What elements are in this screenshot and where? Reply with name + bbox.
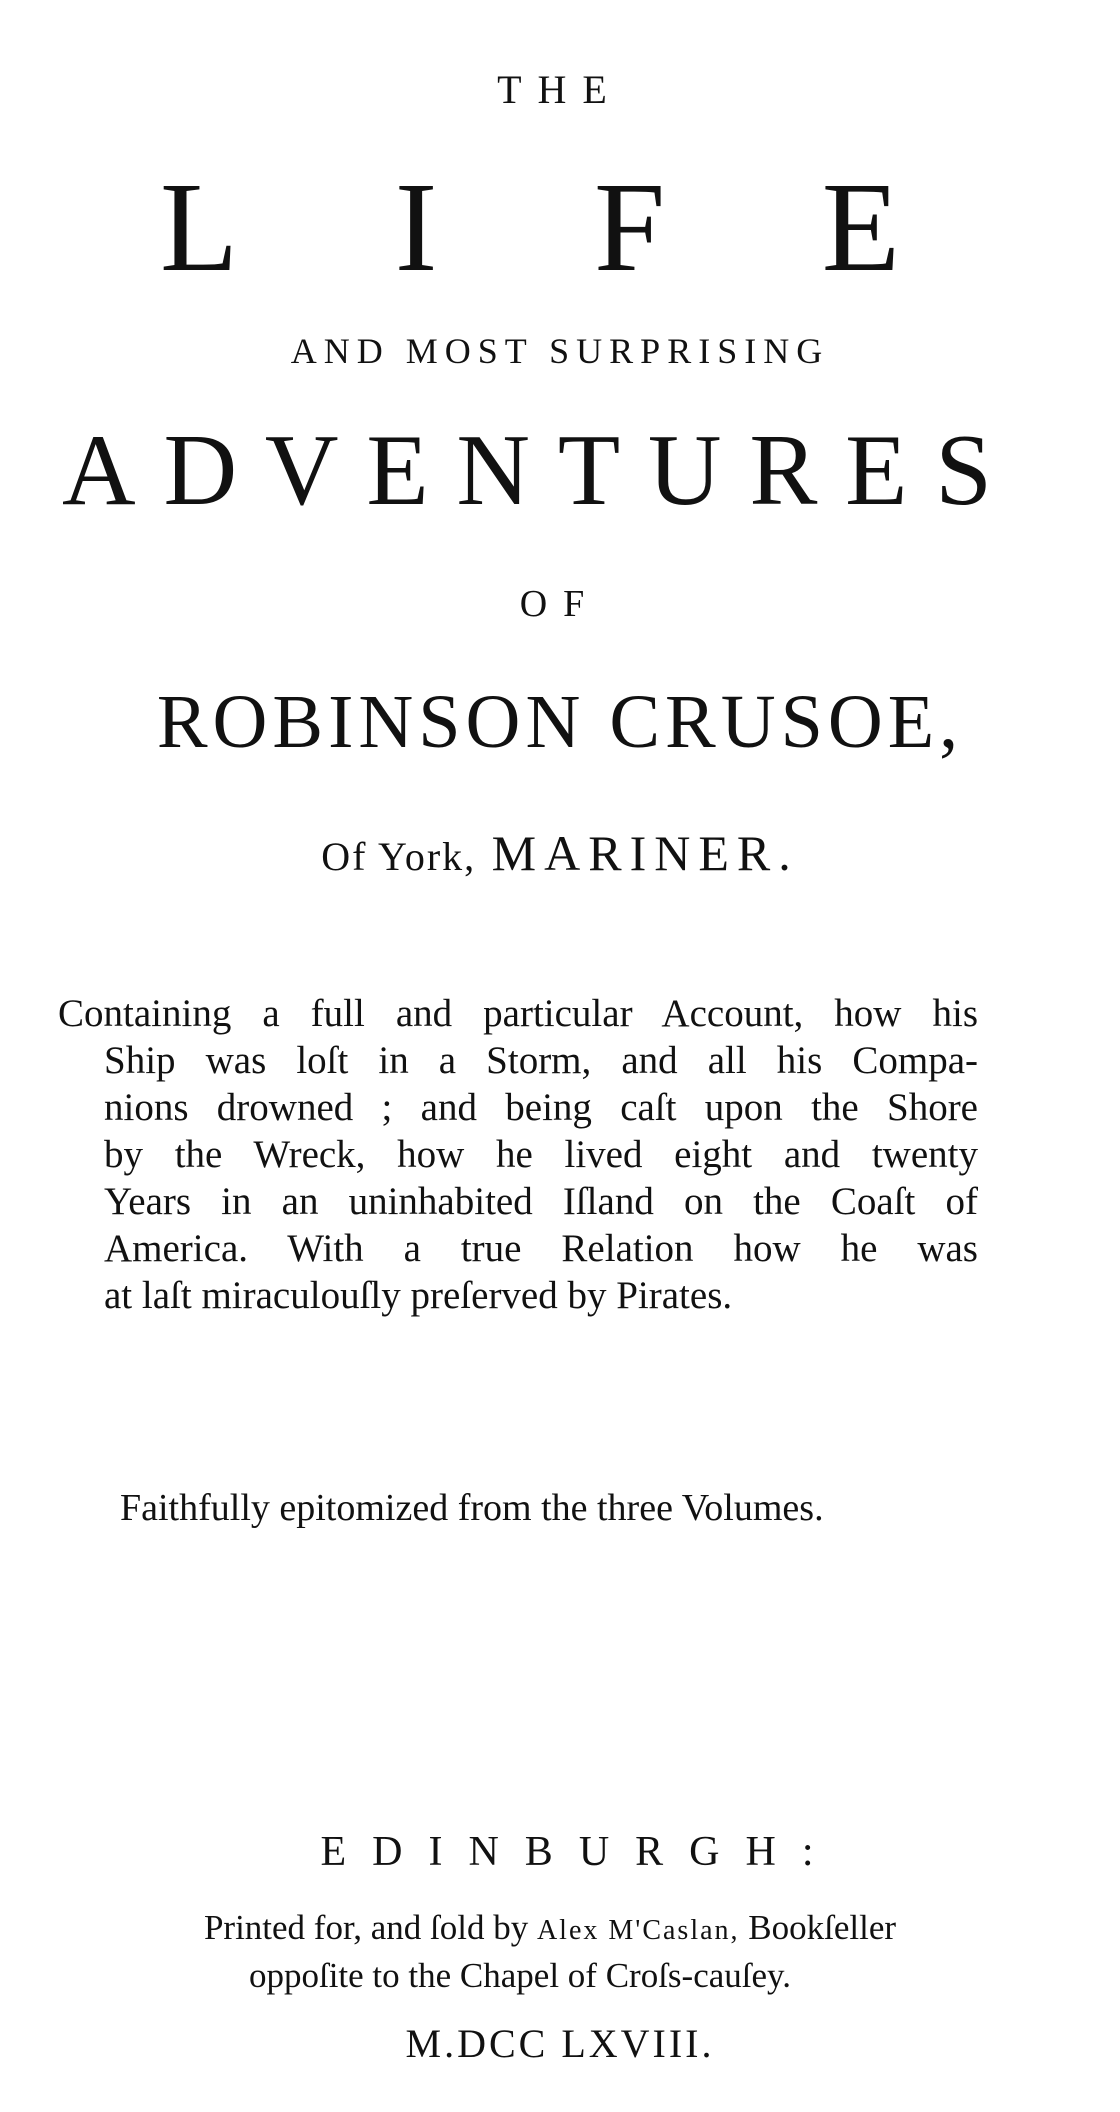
life-letter: E	[821, 156, 900, 298]
description-line: Containing a full and particular Account, how his	[58, 992, 978, 1035]
description-line: by the Wreck, how he lived eight and twenty	[104, 1133, 978, 1176]
of-york-text: Of York,	[321, 834, 477, 879]
the-heading: THE	[497, 67, 623, 112]
imprint-bookseller: Bookſeller	[748, 1908, 897, 1947]
imprint-line	[50, 1908, 1050, 1948]
and-most-surprising-heading: AND MOST SURPRISING	[290, 331, 830, 371]
adventures-letter: N	[456, 414, 531, 527]
life-heading	[160, 156, 900, 298]
adventures-letter: S	[935, 414, 992, 527]
adventures-letter: V	[264, 414, 339, 527]
description-line: nions drowned ; and being caſt upon the Shore	[104, 1086, 978, 1129]
adventures-letter: A	[62, 414, 136, 527]
life-letter: I	[394, 156, 438, 298]
imprint-bookseller-name: Alex M'Caslan,	[536, 1915, 740, 1946]
life-letter: F	[594, 156, 666, 298]
of-york-mariner-heading	[0, 824, 1120, 882]
adventures-letter: E	[366, 414, 429, 527]
adventures-letter: E	[845, 414, 908, 527]
epitomized-note: Faithfully epitomized from the three Volumes.	[120, 1487, 824, 1529]
adventures-heading	[62, 416, 992, 526]
description-line: Ship was loſt in a Storm, and all his Compa-	[104, 1039, 978, 1082]
of-heading: OF	[519, 583, 601, 625]
description-line: at laſt miraculouſly preſerved by Pirates.	[104, 1274, 733, 1317]
adventures-letter: T	[557, 414, 621, 527]
imprint-address: oppoſite to the Chapel of Croſs-cauſey.	[248, 1956, 792, 1995]
adventures-letter: U	[647, 414, 722, 527]
name-heading: ROBINSON CRUSOE,	[156, 680, 964, 764]
mariner-text: MARINER.	[491, 825, 799, 881]
life-letter: L	[160, 156, 239, 298]
publication-date: M.DCC LXVIII.	[405, 2021, 715, 2066]
description-paragraph	[58, 990, 978, 1319]
description-line: Years in an uninhabited Iſland on the Coaſt of	[104, 1180, 978, 1223]
city-heading: EDINBURGH:	[320, 1829, 840, 1875]
adventures-letter: D	[163, 414, 238, 527]
description-line: America. With a true Relation how he was	[104, 1227, 978, 1270]
adventures-letter: R	[749, 414, 818, 527]
imprint-printed-for: Printed for, and ſold by	[203, 1908, 529, 1947]
